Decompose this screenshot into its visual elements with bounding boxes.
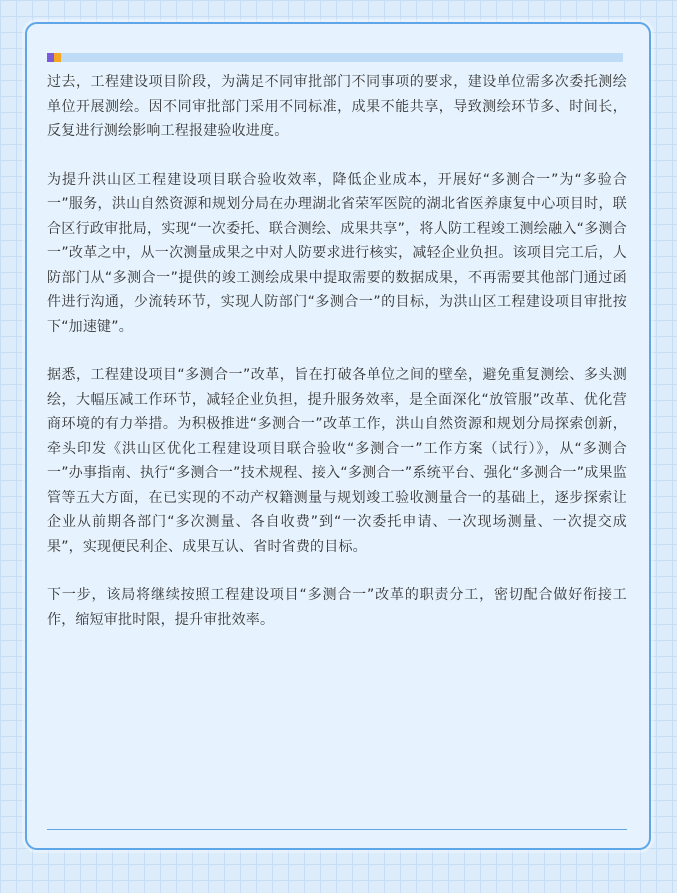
paragraph-project-case: 为提升洪山区工程建设项目联合验收效率，降低企业成本，开展好“多测合一”为“多验合一”服务，洪山自然资源和规划分局在办理湖北省荣军医院的湖北省医养康复中心项目时，联合区行政审批局，实现“一次委托、联合测绘、成果共享”，将人防工程竣工测绘融入“多测合一”改革之中，从一次测量成果之中对人防要求进行核实，减轻企业负担。该项目完工后，人防部门从“多测合一”提供的竣工测绘成果中提取需要的数据成果，不再需要其他部门通过函件进行沟通，少流转环节，实现人防部门“多测合一”的目标，为洪山区工程建设项目审批按下“加速键”。 [47,171,627,335]
article-body [47,70,627,632]
orange-accent-block [54,53,61,62]
article-card [25,22,651,850]
paragraph-reform-measures: 据悉，工程建设项目“多测合一”改革，旨在打破各单位之间的壁垒，避免重复测绘、多头测绘，大幅压减工作环节，减轻企业负担，提升服务效率，是全面深化“放管服”改革、优化营商环境的有力举措。为积极推进“多测合一”改革工作，洪山自然资源和规划分局探索创新，牵头印发《洪山区优化工程建设项目联合验收“多测合一”工作方案（试行）》，从“多测合一”办事指南、执行“多测合一”技术规程、接入“多测合一”系统平台、强化“多测合一”成果监管等五大方面，在已实现的不动产权籍测量与规划竣工验收测量合一的基础上，逐步探索让企业从前期各部门“多次测量、各自收费”到“一次委托申请、一次现场测量、一次提交成果”，实现便民利企、成果互认、省时省费的目标。 [47,367,627,555]
paragraph-background: 过去，工程建设项目阶段，为满足不同审批部门不同事项的要求，建设单位需多次委托测绘单位开展测绘。因不同审批部门采用不同标准，成果不能共享，导致测绘环节多、时间长，反复进行测绘影响工程报建验收进度。 [47,74,627,139]
bottom-divider [47,829,627,830]
purple-accent-block [47,53,54,62]
paragraph-next-steps: 下一步，该局将继续按照工程建设项目“多测合一”改革的职责分工，密切配合做好衔接工作，缩短审批时限，提升审批效率。 [47,587,627,628]
header-decoration-bar [47,53,623,62]
